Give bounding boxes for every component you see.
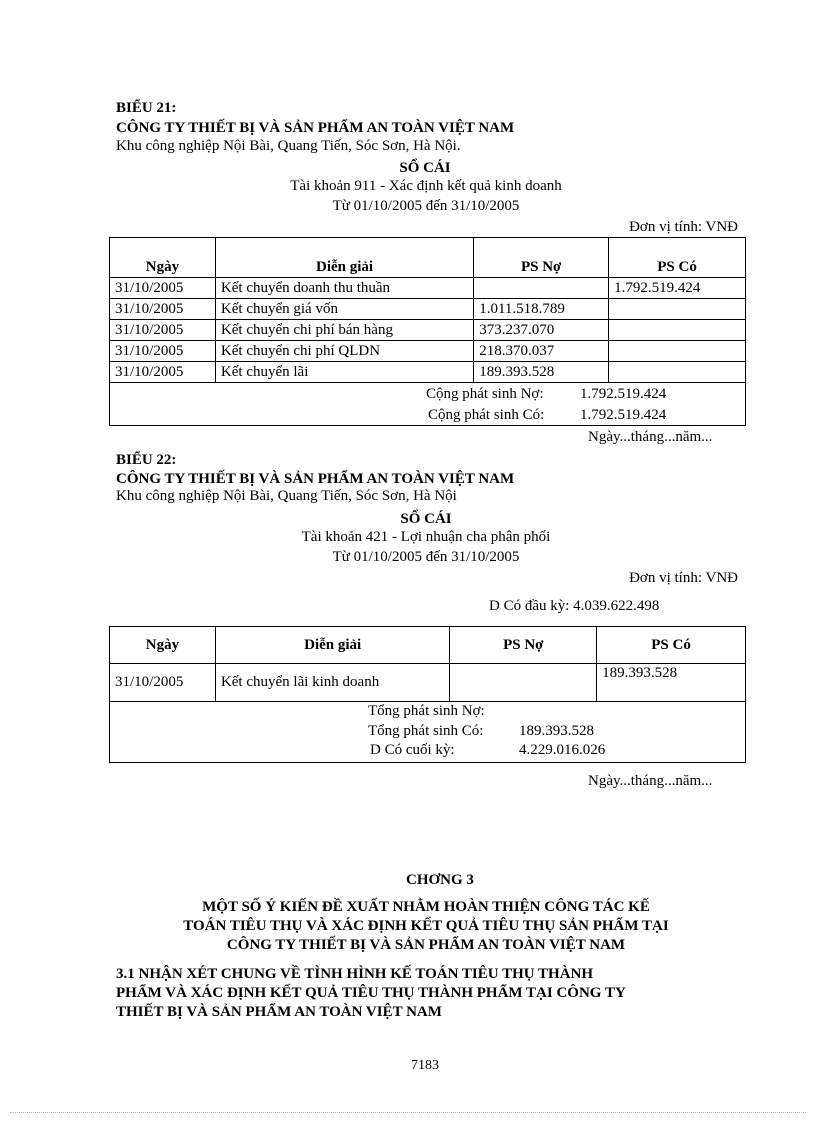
section-heading-line-3: THIẾT BỊ VÀ SẢN PHẨM AN TOÀN VIỆT NAM	[116, 1004, 442, 1020]
header-credit: PS Có	[597, 627, 746, 664]
bieu21-label: BIỂU 21:	[116, 100, 177, 116]
bieu22-date-line: Ngày...tháng...năm...	[588, 773, 713, 789]
cell-description: Kết chuyển chi phí QLDN	[215, 341, 473, 362]
total-debit-value: 1.792.519.424	[580, 386, 667, 402]
sum-debit-label: Tổng phát sinh Nợ:	[368, 703, 485, 719]
bieu22-period: Từ 01/10/2005 đến 31/10/2005	[332, 549, 520, 565]
bieu22-title: SỔ CÁI	[400, 511, 452, 527]
header-date: Ngày	[110, 627, 216, 664]
chapter-heading-line-2: TOÁN TIÊU THỤ VÀ XÁC ĐỊNH KẾT QUẢ TIÊU THỤ SẢN PHẨM TẠI	[183, 918, 669, 934]
bieu21-unit: Đơn vị tính: VNĐ	[629, 219, 738, 235]
ledger-table-911	[109, 237, 746, 426]
totals-row	[110, 702, 746, 763]
chapter-title: CHƠNG 3	[406, 872, 474, 888]
table-row	[110, 299, 746, 320]
cell-date: 31/10/2005	[110, 299, 216, 320]
table-row	[110, 664, 746, 702]
sum-credit-value: 189.393.528	[519, 723, 594, 739]
cell-credit	[609, 362, 746, 383]
total-credit-label: Cộng phát sinh Có:	[428, 407, 545, 423]
cell-debit: 1.011.518.789	[474, 299, 609, 320]
header-description: Diễn giải	[215, 627, 450, 664]
header-description: Diễn giải	[215, 238, 473, 278]
ledger-table-421	[109, 626, 746, 763]
bieu22-company: CÔNG TY THIẾT BỊ VÀ SẢN PHẨM AN TOÀN VIỆT NAM	[116, 471, 515, 487]
header-credit: PS Có	[609, 238, 746, 278]
cell-debit: 189.393.528	[474, 362, 609, 383]
table-row	[110, 362, 746, 383]
header-debit: PS Nợ	[450, 627, 597, 664]
cell-credit	[609, 299, 746, 320]
cell-date: 31/10/2005	[110, 664, 216, 702]
total-debit-label: Cộng phát sinh Nợ:	[426, 386, 544, 402]
section-heading-line-1: 3.1 NHẬN XÉT CHUNG VỀ TÌNH HÌNH KẾ TOÁN TIÊU THỤ THÀNH	[116, 966, 594, 982]
chapter-heading-line-3: CÔNG TY THIẾT BỊ VÀ SẢN PHẨM AN TOÀN VIỆT NAM	[226, 937, 626, 953]
cell-credit	[609, 320, 746, 341]
closing-balance-label: D Có cuối kỳ:	[370, 742, 455, 758]
table-row	[110, 278, 746, 299]
cell-description: Kết chuyển chi phí bán hàng	[215, 320, 473, 341]
cell-credit: 189.393.528	[597, 664, 746, 702]
cell-date: 31/10/2005	[110, 320, 216, 341]
cell-debit	[450, 664, 597, 702]
cell-credit	[609, 341, 746, 362]
header-date: Ngày	[110, 238, 216, 278]
table-row	[110, 320, 746, 341]
header-debit: PS Nợ	[474, 238, 609, 278]
cell-debit: 373.237.070	[474, 320, 609, 341]
sum-credit-label: Tổng phát sinh Có:	[368, 723, 484, 739]
bieu22-account: Tài khoản 421 - Lợi nhuận cha phân phối	[301, 529, 551, 545]
cell-date: 31/10/2005	[110, 278, 216, 299]
section-heading-line-2: PHẨM VÀ XÁC ĐỊNH KẾT QUẢ TIÊU THỤ THÀNH PHẨM TẠI CÔNG TY	[116, 985, 626, 1001]
page-bottom-divider	[10, 1112, 806, 1113]
bieu21-date-line: Ngày...tháng...năm...	[588, 429, 713, 445]
cell-date: 31/10/2005	[110, 362, 216, 383]
closing-balance-value: 4.229.016.026	[519, 742, 606, 758]
bieu21-address: Khu công nghiệp Nội Bài, Quang Tiến, Sóc Sơn, Hà Nội.	[116, 138, 461, 154]
bieu22-unit: Đơn vị tính: VNĐ	[629, 570, 738, 586]
bieu21-account: Tài khoản 911 - Xác định kết quả kinh doanh	[290, 178, 562, 194]
bieu22-opening-balance: D Có đầu kỳ: 4.039.622.498	[489, 598, 660, 614]
bieu22-label: BIỂU 22:	[116, 452, 177, 468]
cell-description: Kết chuyển lãi kinh doanh	[215, 664, 450, 702]
totals-row	[110, 383, 746, 426]
table-header-row	[110, 627, 746, 664]
bieu22-address: Khu công nghiệp Nội Bài, Quang Tiến, Sóc Sơn, Hà Nội	[116, 488, 457, 504]
cell-credit: 1.792.519.424	[609, 278, 746, 299]
cell-debit	[474, 278, 609, 299]
cell-debit: 218.370.037	[474, 341, 609, 362]
bieu21-company: CÔNG TY THIẾT BỊ VÀ SẢN PHẨM AN TOÀN VIỆT NAM	[116, 120, 515, 136]
cell-description: Kết chuyển lãi	[215, 362, 473, 383]
bieu21-title: SỔ CÁI	[399, 160, 451, 176]
cell-description: Kết chuyển doanh thu thuần	[215, 278, 473, 299]
chapter-heading-line-1: MỘT SỐ Ý KIẾN ĐỀ XUẤT NHẰM HOÀN THIỆN CÔNG TÁC KẾ	[202, 899, 650, 915]
bieu21-period: Từ 01/10/2005 đến 31/10/2005	[332, 198, 520, 214]
total-credit-value: 1.792.519.424	[580, 407, 667, 423]
table-row	[110, 341, 746, 362]
table-header-row	[110, 238, 746, 278]
cell-date: 31/10/2005	[110, 341, 216, 362]
page-number: 7183	[411, 1058, 439, 1073]
cell-description: Kết chuyển giá vốn	[215, 299, 473, 320]
